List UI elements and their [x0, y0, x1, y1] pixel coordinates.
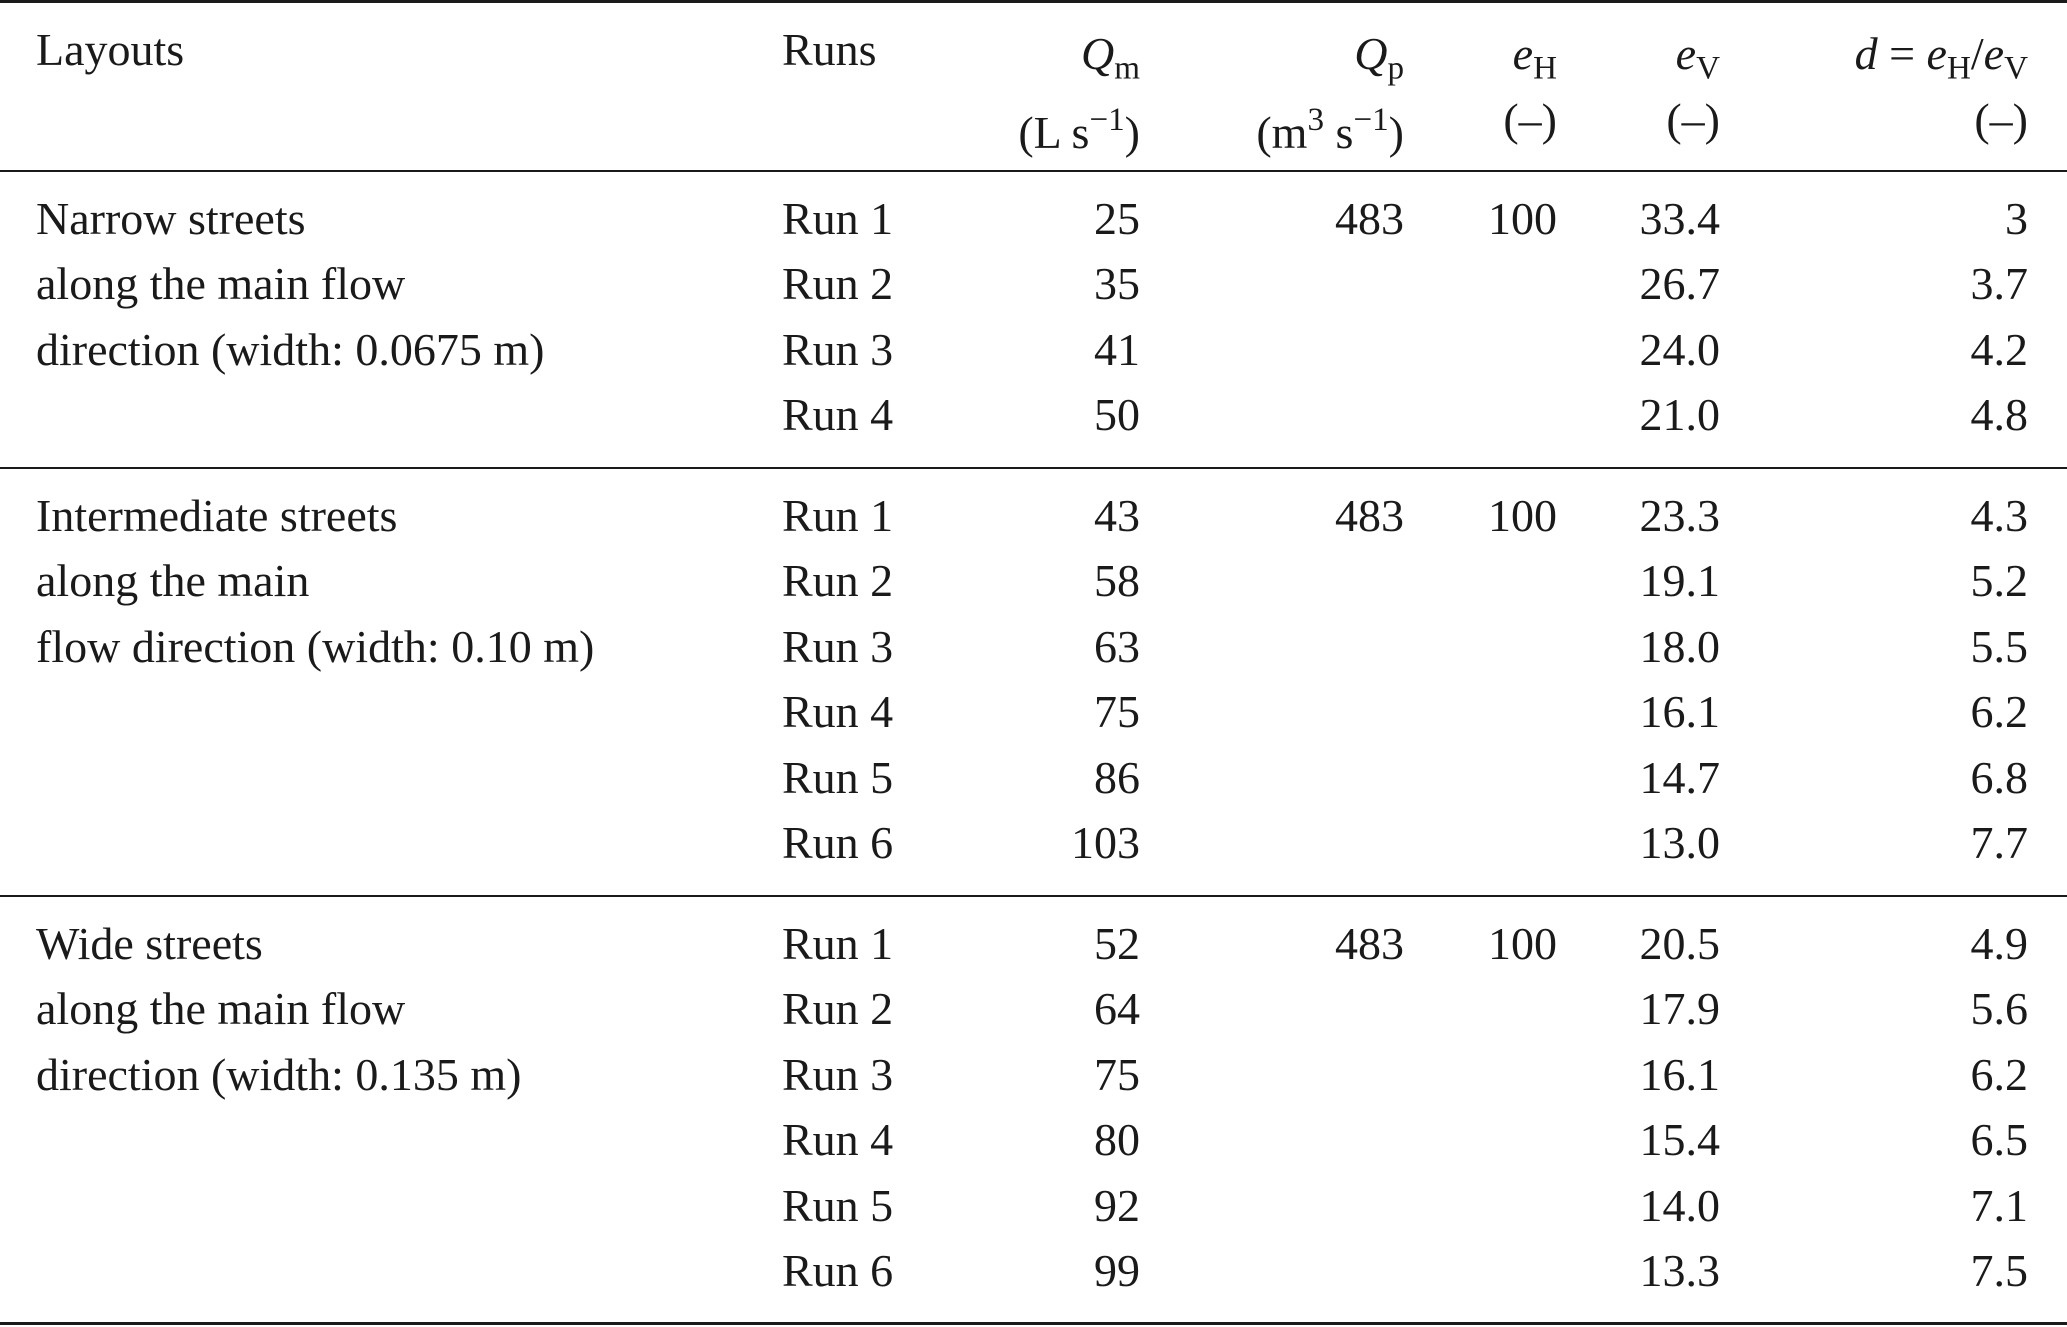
d-value: 6.2: [1970, 1048, 2028, 1100]
group-separator-2: [0, 895, 2067, 897]
d-value: 4.9: [1970, 918, 2028, 969]
header-qm-unit: (L $s^{-1}$): [1018, 101, 1140, 159]
d-value: 7.7: [1970, 817, 2028, 868]
layout-label-line: Intermediate streets: [36, 490, 398, 541]
header-qp: $Q_p$: [1354, 28, 1404, 87]
run-label: Run 4: [782, 389, 894, 441]
ev-value: 16.1: [1639, 686, 1720, 738]
eh-value: 100: [1488, 193, 1557, 244]
qm-value: 50: [1094, 389, 1140, 441]
qm-value: 86: [1094, 751, 1140, 803]
header-ev: $e_V$: [1675, 28, 1720, 87]
header-layouts: Layouts: [36, 24, 185, 75]
ev-value: 20.5: [1639, 918, 1720, 969]
run-label: Run 4: [782, 1114, 894, 1166]
header-rule: [0, 170, 2067, 172]
ev-value: 18.0: [1639, 620, 1720, 672]
qm-value: 43: [1094, 490, 1140, 541]
run-label: Run 2: [782, 258, 894, 310]
d-value: 4.3: [1970, 490, 2028, 541]
layout-label-line: Wide streets: [36, 918, 263, 969]
qm-value: 41: [1094, 323, 1140, 375]
header-d-unit: (–): [1974, 94, 2028, 145]
bottom-rule: [0, 1322, 2067, 1325]
d-value: 5.5: [1970, 620, 2028, 672]
group-separator-1: [0, 467, 2067, 469]
d-value: 4.8: [1970, 389, 2028, 441]
qm-value: 99: [1094, 1245, 1140, 1296]
d-value: 6.5: [1970, 1114, 2028, 1166]
qm-value: 75: [1094, 686, 1140, 738]
ev-value: 13.0: [1639, 817, 1720, 868]
run-label: Run 6: [782, 1245, 894, 1296]
run-label: Run 1: [782, 193, 894, 244]
layout-label-line: flow direction (width: 0.10 m): [36, 620, 595, 672]
d-value: 3.7: [1970, 258, 2028, 310]
qm-value: 58: [1094, 555, 1140, 607]
layout-label-line: direction (width: 0.135 m): [36, 1048, 522, 1100]
qp-value: 483: [1335, 490, 1404, 541]
run-label: Run 5: [782, 751, 894, 803]
qm-value: 103: [1071, 817, 1140, 868]
header-eh: $e_H$: [1512, 28, 1557, 87]
ev-value: 14.7: [1639, 751, 1720, 803]
qm-value: 35: [1094, 258, 1140, 310]
ev-value: 21.0: [1639, 389, 1720, 441]
ev-value: 26.7: [1639, 258, 1720, 310]
ev-value: 23.3: [1639, 490, 1720, 541]
header-eh-unit: (–): [1503, 94, 1557, 145]
d-value: 6.8: [1970, 751, 2028, 803]
run-label: Run 1: [782, 490, 894, 541]
d-value: 6.2: [1970, 686, 2028, 738]
run-label: Run 4: [782, 686, 894, 738]
run-label: Run 3: [782, 620, 894, 672]
d-value: 7.1: [1970, 1179, 2028, 1231]
run-label: Run 3: [782, 323, 894, 375]
ev-value: 17.9: [1639, 983, 1720, 1035]
layout-label-line: Narrow streets: [36, 193, 306, 244]
header-d: $d = e_H/e_V$: [1854, 28, 2028, 87]
qp-value: 483: [1335, 918, 1404, 969]
qm-value: 75: [1094, 1048, 1140, 1100]
qm-value: 63: [1094, 620, 1140, 672]
header-ev-unit: (–): [1666, 94, 1720, 145]
layout-label-line: along the main: [36, 555, 310, 607]
eh-value: 100: [1488, 918, 1557, 969]
ev-value: 16.1: [1639, 1048, 1720, 1100]
ev-value: 13.3: [1639, 1245, 1720, 1296]
qm-value: 25: [1094, 193, 1140, 244]
qp-value: 483: [1335, 193, 1404, 244]
header-qm: $Q_m$: [1081, 28, 1140, 87]
ev-value: 14.0: [1639, 1179, 1720, 1231]
run-label: Run 6: [782, 817, 894, 868]
qm-value: 80: [1094, 1114, 1140, 1166]
layout-label-line: along the main flow: [36, 983, 406, 1035]
qm-value: 92: [1094, 1179, 1140, 1231]
eh-value: 100: [1488, 490, 1557, 541]
run-label: Run 2: [782, 983, 894, 1035]
ev-value: 15.4: [1639, 1114, 1720, 1166]
header-runs: Runs: [782, 24, 877, 75]
qm-value: 52: [1094, 918, 1140, 969]
layout-label-line: direction (width: 0.0675 m): [36, 323, 545, 375]
layout-label-line: along the main flow: [36, 258, 406, 310]
run-label: Run 5: [782, 1179, 894, 1231]
d-value: 7.5: [1970, 1245, 2028, 1296]
top-rule: [0, 0, 2067, 3]
run-label: Run 2: [782, 555, 894, 607]
d-value: 5.6: [1970, 983, 2028, 1035]
header-qp-unit: ($m^3$ $s^{-1}$): [1256, 101, 1404, 159]
ev-value: 19.1: [1639, 555, 1720, 607]
qm-value: 64: [1094, 983, 1140, 1035]
run-label: Run 1: [782, 918, 894, 969]
d-value: 3: [2005, 193, 2028, 244]
ev-value: 33.4: [1639, 193, 1720, 244]
d-value: 4.2: [1970, 323, 2028, 375]
d-value: 5.2: [1970, 555, 2028, 607]
ev-value: 24.0: [1639, 323, 1720, 375]
run-label: Run 3: [782, 1048, 894, 1100]
